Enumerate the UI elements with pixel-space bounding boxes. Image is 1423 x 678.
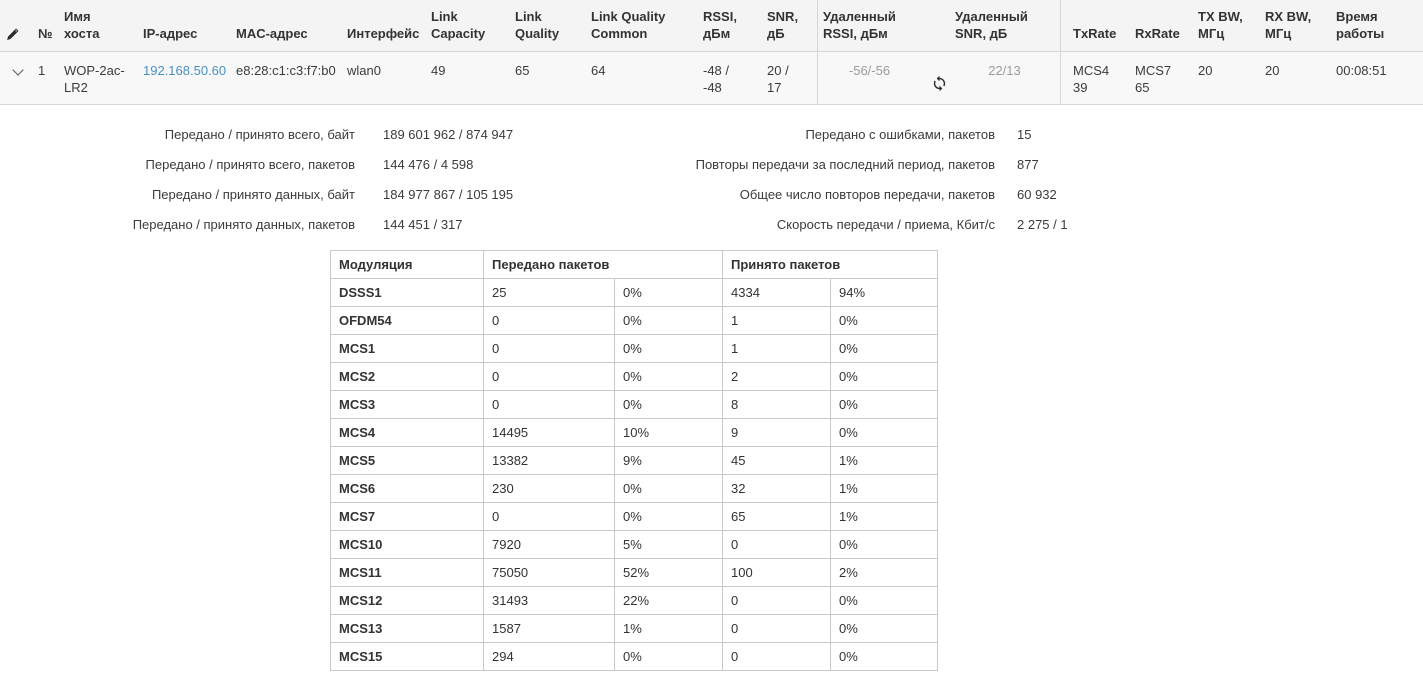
txrate-value: 39 (1073, 80, 1088, 95)
table-cell-mod: MCS13 (331, 615, 484, 643)
table-cell-rx: 4334 (723, 279, 831, 307)
row-ip (141, 52, 234, 104)
table-cell-rx: 65 (723, 503, 831, 531)
stat-value: 144 451 / 317 (383, 216, 463, 232)
column-header-remote-snr: Удаленный SNR, дБ (955, 9, 1028, 41)
column-header-tx-bw: TX BW, МГц (1198, 9, 1243, 41)
table-cell-rx: 0 (723, 615, 831, 643)
table-cell-tx_pct: 9% (615, 447, 723, 475)
column-header-link-quality: Link Quality (515, 9, 560, 41)
refresh-column-header (925, 0, 953, 51)
table-cell-rx_pct: 0% (831, 335, 938, 363)
table-cell-rx_pct: 2% (831, 559, 938, 587)
stat-row (600, 119, 1068, 149)
stat-value: 60 932 (1017, 186, 1057, 202)
table-cell-tx: 14495 (484, 419, 615, 447)
table-cell-rx: 0 (723, 643, 831, 671)
table-cell-tx: 25 (484, 279, 615, 307)
table-cell-tx_pct: 22% (615, 587, 723, 615)
column-header-interface: Интерфейс (347, 26, 420, 41)
edit-column-header (0, 0, 36, 51)
table-cell-tx: 0 (484, 503, 615, 531)
ip-address-link[interactable]: 192.168.50.60 (143, 63, 227, 78)
modulation-table-body (331, 279, 938, 671)
rxrate-value: 65 (1135, 80, 1150, 95)
refresh-icon (931, 80, 948, 95)
row-num: 1 (38, 63, 46, 78)
table-row (331, 419, 938, 447)
column-header-link-capacity: Link Capacity (431, 9, 486, 41)
stat-value: 877 (1017, 156, 1039, 172)
table-row (331, 307, 938, 335)
row-tx-bw: 20 (1198, 63, 1213, 78)
column-header-num: № (38, 26, 53, 41)
pencil-icon (5, 27, 20, 42)
table-cell-tx_pct: 10% (615, 419, 723, 447)
table-cell-tx_pct: 0% (615, 643, 723, 671)
column-header-link-quality-common: Link Quality Common (591, 9, 666, 41)
row-rssi: -48 / -48 (703, 63, 730, 95)
table-row (331, 279, 938, 307)
stat-row (0, 119, 600, 149)
chevron-down-icon[interactable] (12, 64, 23, 75)
row-mac: e8:28:c1:c3:f7:b0 (236, 63, 336, 78)
table-cell-tx_pct: 52% (615, 559, 723, 587)
row-remote-rssi: -56/-56 (817, 52, 925, 104)
column-header-rxrate: RxRate (1135, 26, 1180, 41)
table-cell-rx: 32 (723, 475, 831, 503)
table-cell-tx: 230 (484, 475, 615, 503)
table-cell-tx_pct: 0% (615, 307, 723, 335)
row-refresh (925, 52, 953, 104)
table-cell-tx_pct: 0% (615, 503, 723, 531)
table-cell-rx_pct: 1% (831, 447, 938, 475)
table-cell-rx_pct: 0% (831, 587, 938, 615)
stats-left (0, 119, 600, 239)
stat-row (0, 179, 600, 209)
table-cell-tx: 294 (484, 643, 615, 671)
table-cell-mod: MCS11 (331, 559, 484, 587)
table-cell-rx_pct: 94% (831, 279, 938, 307)
row-uptime: 00:08:51 (1336, 63, 1387, 78)
table-cell-rx_pct: 0% (831, 363, 938, 391)
table-cell-mod: MCS4 (331, 419, 484, 447)
table-cell-rx_pct: 1% (831, 475, 938, 503)
table-cell-mod: MCS1 (331, 335, 484, 363)
stat-row (600, 149, 1068, 179)
stat-label: Передано / принято данных, байт (151, 186, 355, 202)
refresh-button[interactable] (931, 62, 948, 104)
table-cell-tx_pct: 0% (615, 335, 723, 363)
stat-row (600, 179, 1068, 209)
modulation-table-header-row (331, 251, 938, 279)
stats-right (600, 119, 1068, 239)
table-cell-mod: MCS2 (331, 363, 484, 391)
link-table-row (0, 52, 1423, 105)
stat-label: Передано / принято всего, байт (164, 126, 355, 142)
row-expander[interactable] (0, 52, 36, 104)
row-hostname: WOP-2ac-LR2 (64, 63, 125, 95)
table-cell-tx: 7920 (484, 531, 615, 559)
column-header-remote-rssi: Удаленный RSSI, дБм (817, 0, 925, 51)
stat-label: Скорость передачи / приема, Кбит/с (776, 216, 995, 232)
stat-value: 184 977 867 / 105 195 (383, 186, 514, 202)
txrate-mcs: MCS4 (1073, 63, 1110, 78)
link-details-stats (0, 105, 1423, 248)
row-interface: wlan0 (347, 63, 381, 78)
table-row (331, 587, 938, 615)
row-remote-snr: 22/13 (988, 63, 1021, 78)
table-cell-mod: DSSS1 (331, 279, 484, 307)
stat-label: Передано / принято всего, пакетов (145, 156, 355, 172)
table-cell-mod: MCS10 (331, 531, 484, 559)
table-cell-rx_pct: 1% (831, 503, 938, 531)
table-cell-rx: 0 (723, 587, 831, 615)
stat-row (600, 209, 1068, 239)
table-cell-rx: 8 (723, 391, 831, 419)
stat-label: Передано с ошибками, пакетов (805, 126, 995, 142)
table-row (331, 391, 938, 419)
table-cell-mod: MCS5 (331, 447, 484, 475)
table-cell-rx: 2 (723, 363, 831, 391)
table-cell-mod: OFDM54 (331, 307, 484, 335)
table-cell-tx: 31493 (484, 587, 615, 615)
table-cell-rx: 1 (723, 307, 831, 335)
rx-packets-column-header: Принято пакетов (723, 251, 938, 279)
column-header-rssi: RSSI, дБм (703, 9, 737, 41)
column-header-rx-bw: RX BW, МГц (1265, 9, 1312, 41)
table-row (331, 475, 938, 503)
table-cell-mod: MCS3 (331, 391, 484, 419)
row-snr: 20 / 17 (767, 63, 789, 95)
rxrate-mcs: MCS7 (1135, 63, 1172, 78)
table-cell-tx: 0 (484, 363, 615, 391)
row-rx-bw: 20 (1265, 63, 1280, 78)
table-cell-mod: MCS6 (331, 475, 484, 503)
table-cell-tx: 0 (484, 335, 615, 363)
row-link-capacity: 49 (431, 63, 446, 78)
column-header-ip: IP-адрес (143, 26, 198, 41)
table-row (331, 447, 938, 475)
table-cell-tx: 75050 (484, 559, 615, 587)
link-table-header (0, 0, 1423, 52)
table-cell-rx_pct: 0% (831, 643, 938, 671)
table-cell-tx: 0 (484, 307, 615, 335)
table-row (331, 615, 938, 643)
table-cell-rx: 45 (723, 447, 831, 475)
table-cell-tx_pct: 1% (615, 615, 723, 643)
stat-label: Повторы передачи за последний период, пакетов (695, 156, 995, 172)
stat-value: 189 601 962 / 874 947 (383, 126, 514, 142)
stat-value: 144 476 / 4 598 (383, 156, 474, 172)
stat-row (0, 209, 600, 239)
row-rxrate (1133, 52, 1196, 104)
table-row (331, 559, 938, 587)
row-link-quality-common: 64 (591, 63, 606, 78)
stat-row (0, 149, 600, 179)
modulation-table (330, 250, 938, 671)
table-row (331, 503, 938, 531)
table-cell-tx_pct: 0% (615, 279, 723, 307)
table-cell-rx: 1 (723, 335, 831, 363)
table-cell-rx_pct: 0% (831, 419, 938, 447)
stat-value: 15 (1017, 126, 1032, 142)
modulation-column-header: Модуляция (331, 251, 484, 279)
table-cell-tx: 0 (484, 391, 615, 419)
table-cell-tx_pct: 0% (615, 363, 723, 391)
column-header-txrate: TxRate (1060, 0, 1133, 51)
table-cell-rx_pct: 0% (831, 391, 938, 419)
table-cell-tx: 13382 (484, 447, 615, 475)
table-row (331, 643, 938, 671)
table-cell-rx_pct: 0% (831, 307, 938, 335)
table-cell-rx: 100 (723, 559, 831, 587)
column-header-uptime: Время работы (1336, 9, 1385, 41)
table-cell-mod: MCS7 (331, 503, 484, 531)
table-row (331, 363, 938, 391)
table-row (331, 335, 938, 363)
column-header-mac: MAC-адрес (236, 26, 308, 41)
table-cell-rx: 9 (723, 419, 831, 447)
stat-label: Передано / принято данных, пакетов (132, 216, 355, 232)
table-cell-mod: MCS12 (331, 587, 484, 615)
table-cell-tx: 1587 (484, 615, 615, 643)
table-row (331, 531, 938, 559)
table-cell-tx_pct: 0% (615, 475, 723, 503)
stat-label: Общее число повторов передачи, пакетов (739, 186, 995, 202)
table-cell-tx_pct: 0% (615, 391, 723, 419)
column-header-snr: SNR, дБ (767, 9, 799, 41)
column-header-hostname: Имя хоста (64, 9, 100, 41)
table-cell-rx: 0 (723, 531, 831, 559)
tx-packets-column-header: Передано пакетов (484, 251, 723, 279)
row-txrate (1060, 52, 1133, 104)
stat-value: 2 275 / 1 (1017, 216, 1068, 232)
table-cell-rx_pct: 0% (831, 615, 938, 643)
table-cell-tx_pct: 5% (615, 531, 723, 559)
table-cell-rx_pct: 0% (831, 531, 938, 559)
table-cell-mod: MCS15 (331, 643, 484, 671)
row-link-quality: 65 (515, 63, 530, 78)
